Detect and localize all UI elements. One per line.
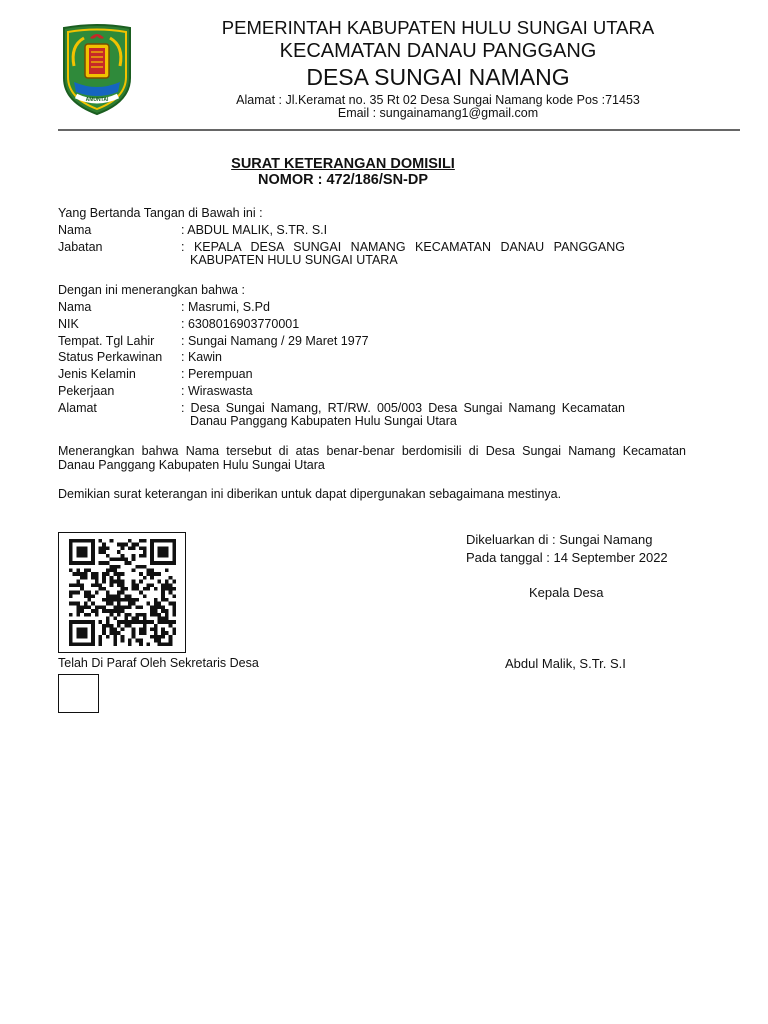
field-value-gender: : Perempuan xyxy=(181,367,253,381)
field-label-marital: Status Perkawinan xyxy=(58,350,163,364)
statement-paragraph-cont: Danau Panggang Kabupaten Hulu Sungai Utara xyxy=(58,458,325,472)
signer-role: Kepala Desa xyxy=(529,585,604,600)
government-header-line: PEMERINTAH KABUPATEN HULU SUNGAI UTARA xyxy=(221,17,655,38)
svg-text:AMUNTAI: AMUNTAI xyxy=(85,97,109,103)
field-value-address-cont: Danau Panggang Kabupaten Hulu Sungai Utara xyxy=(190,414,457,428)
statement-paragraph: Menerangkan bahwa Nama tersebut di atas benar-benar berdomisili di Desa Sungai Namang Kecamatan xyxy=(58,444,686,458)
field-value-address: : Desa Sungai Namang, RT/RW. 005/003 Desa Sungai Namang Kecamatan xyxy=(181,401,625,415)
signer-position-value: : KEPALA DESA SUNGAI NAMANG KECAMATAN DANAU PANGGANG xyxy=(181,240,625,254)
document-number: NOMOR : 472/186/SN-DP xyxy=(257,172,429,188)
document-title: SURAT KETERANGAN DOMISILI xyxy=(231,156,455,172)
office-email: Email : sungainamang1@gmail.com xyxy=(337,106,539,120)
signer-name-value: : ABDUL MALIK, S.TR. S.I xyxy=(181,223,328,237)
qr-code-frame xyxy=(58,532,186,653)
field-value-marital: : Kawin xyxy=(181,350,222,364)
field-label-gender: Jenis Kelamin xyxy=(58,367,136,381)
village-header-line: DESA SUNGAI NAMANG xyxy=(306,64,570,90)
office-address: Alamat : Jl.Keramat no. 35 Rt 02 Desa Sungai Namang kode Pos :71453 xyxy=(236,93,640,107)
field-value-occupation: : Wiraswasta xyxy=(181,384,253,398)
field-label-nik: NIK xyxy=(58,317,79,331)
header-divider xyxy=(58,129,740,131)
issued-place: Dikeluarkan di : Sungai Namang xyxy=(466,532,653,547)
field-value-nik: : 6308016903770001 xyxy=(181,317,300,331)
field-label-birth: Tempat. Tgl Lahir xyxy=(58,334,155,348)
signer-name-label: Nama xyxy=(58,223,92,237)
qr-code-icon xyxy=(68,539,177,646)
paraf-box xyxy=(58,674,99,713)
subject-intro: Dengan ini menerangkan bahwa : xyxy=(58,283,245,297)
field-label-occupation: Pekerjaan xyxy=(58,384,115,398)
district-header-line: KECAMATAN DANAU PANGGANG xyxy=(279,40,597,62)
signer-position-label: Jabatan xyxy=(58,240,103,254)
paraf-label: Telah Di Paraf Oleh Sekretaris Desa xyxy=(58,656,259,670)
signer-intro: Yang Bertanda Tangan di Bawah ini : xyxy=(58,206,263,220)
signer-position-value-cont: KABUPATEN HULU SUNGAI UTARA xyxy=(190,253,398,267)
issued-date: Pada tanggal : 14 September 2022 xyxy=(466,550,668,565)
signer-printed-name: Abdul Malik, S.Tr. S.I xyxy=(505,656,626,671)
field-label-address: Alamat xyxy=(58,401,97,415)
field-label-nama: Nama xyxy=(58,300,92,314)
field-value-nama: : Masrumi, S.Pd xyxy=(181,300,270,314)
closing-sentence: Demikian surat keterangan ini diberikan untuk dapat dipergunakan sebagaimana mestinya. xyxy=(58,487,562,501)
field-value-birth: : Sungai Namang / 29 Maret 1977 xyxy=(181,334,369,348)
regency-emblem-logo xyxy=(60,22,134,116)
